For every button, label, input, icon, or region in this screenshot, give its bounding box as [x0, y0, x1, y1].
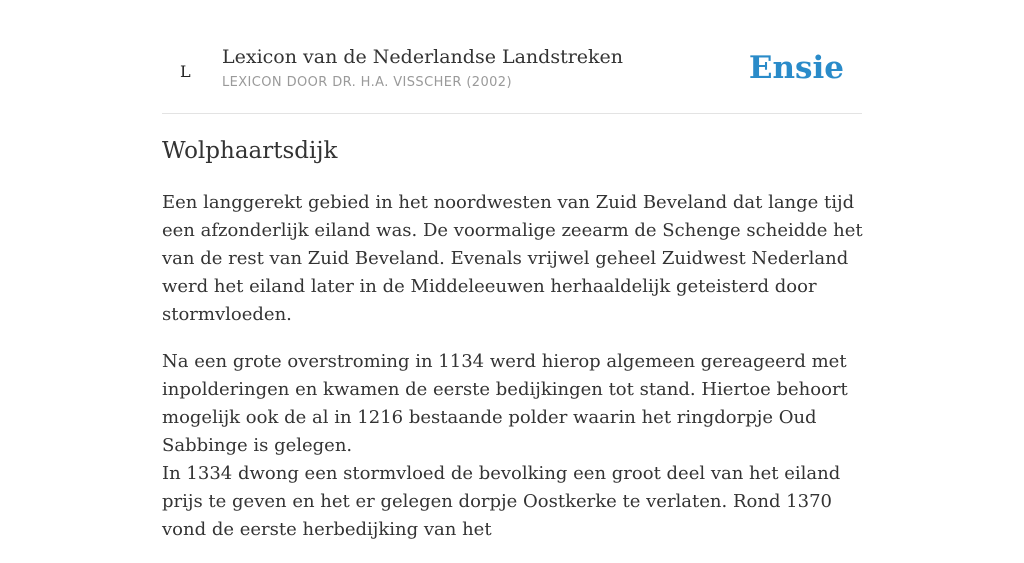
- ensie-logo-link[interactable]: Ensie: [748, 50, 844, 86]
- article-paragraph: Een langgerekt gebied in het noordwesten van Zuid Beveland dat lange tijd een afzonderlijk eiland was. De voormalige zeearm de Schenge scheidde het van de rest van Zuid Beveland. Evenals vrijwel geheel Zuidwest Nederland werd het eiland later in de Middeleeuwen herhaaldelijk geteisterd door stormvloeden.: [162, 192, 863, 325]
- book-title-link[interactable]: Lexicon van de Nederlandse Landstreken: [222, 46, 624, 68]
- book-subtitle: LEXICON DOOR DR. H.A. VISSCHER (2002): [222, 75, 512, 90]
- page-header: [162, 0, 862, 114]
- article-paragraph: Na een grote overstroming in 1134 werd hierop algemeen gereageerd met inpolderingen en kwamen de eerste bedijkingen tot stand. Hiertoe behoort mogelijk ook de al in 1216 bestaande polder waarin het ringdorpje Oud Sabbinge is gelegen.: [162, 351, 848, 456]
- article-title: Wolphaartsdijk: [162, 138, 338, 164]
- article-body: [162, 189, 866, 563]
- book-letter-icon: L: [180, 62, 191, 81]
- article-paragraph: In 1334 dwong een stormvloed de bevolking een groot deel van het eiland prijs te geven en het er gelegen dorpje Oostkerke te verlaten. Rond 1370 vond de eerste herbedijking van het: [162, 463, 841, 540]
